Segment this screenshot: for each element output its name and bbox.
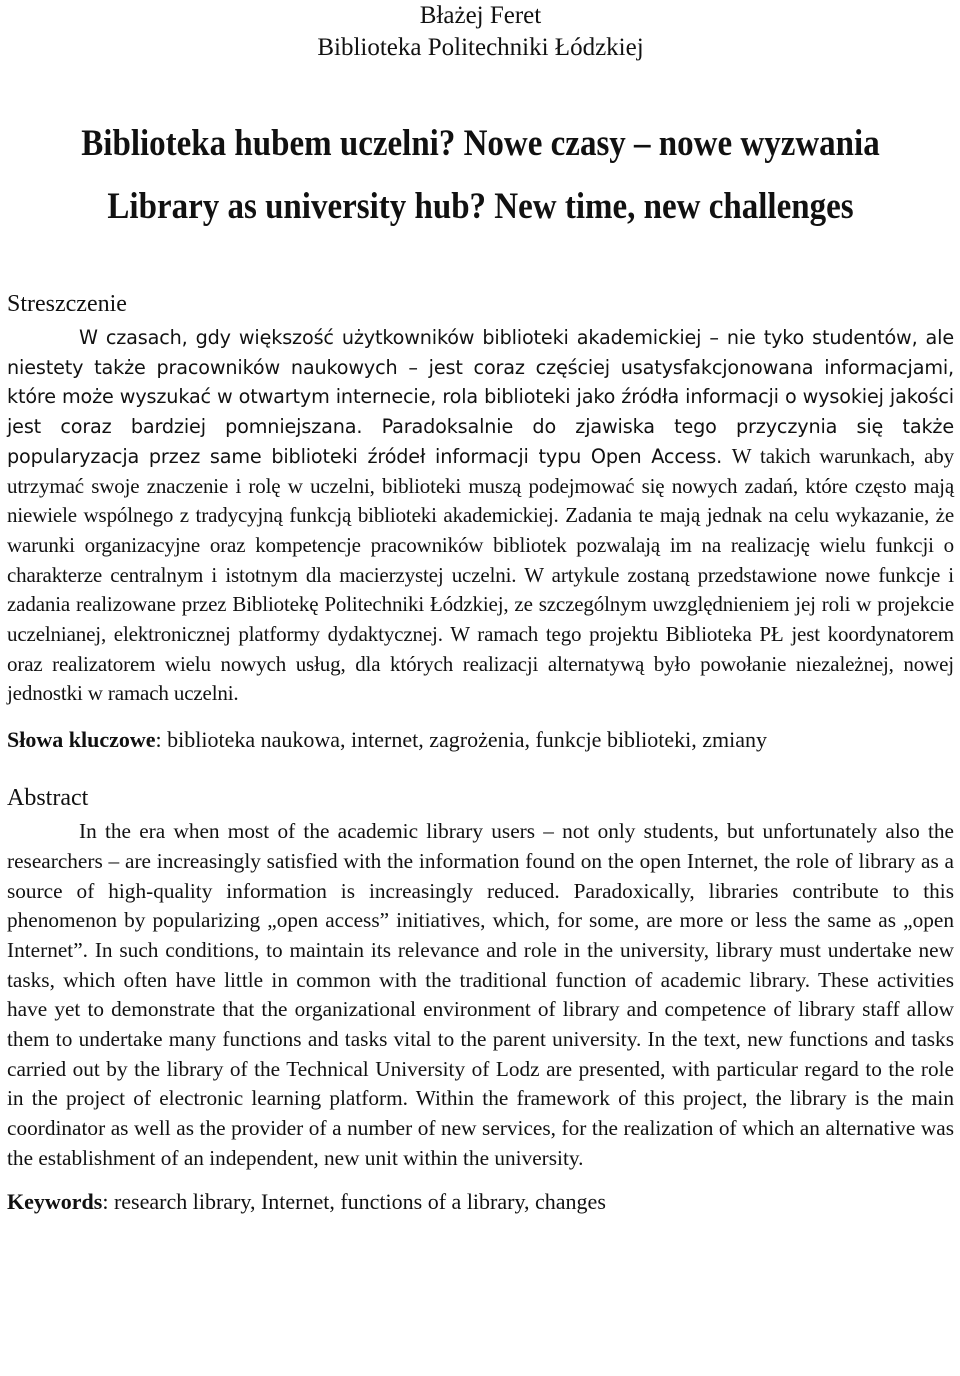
slowa-kluczowe-value: biblioteka naukowa, internet, zagrożenia, funkcje biblioteki, zmiany bbox=[167, 727, 768, 753]
abstract-heading: Abstract bbox=[7, 785, 89, 812]
slowa-kluczowe-separator: : bbox=[155, 727, 168, 753]
abstract-text: In the era when most of the academic library users – not only students, but unfortunately also the researchers – are increasingly satisfied with the information found on the open Internet, the role of library as a source of high-quality information is increasingly reduced. Paradoxically, libraries contribute to this phenomenon by popularizing „open access” initiatives, which, for some, are more or less the same as „open Internet”. In such conditions, to maintain its relevance and role in the university, library must undertake new tasks, which often have little in common with the traditional function of academic library. These activities have yet to demonstrate that the organizational environment of library and competence of library staff allow them to undertake many functions and tasks vital to the parent university. In the text, new functions and tasks carried out by the library of the Technical University of Lodz are presented, with particular regard to the role in the project of electronic learning platform. Within the framework of this project, the library is the main coordinator as well as the provider of a number of new services, for the realization of which an alternative was the establishment of an independent, new unit within the university. bbox=[7, 819, 954, 1170]
author-name: Błażej Feret bbox=[419, 2, 542, 29]
keywords-value: research library, Internet, functions of a library, changes bbox=[113, 1188, 606, 1214]
slowa-kluczowe bbox=[7, 725, 954, 755]
streszczenie-heading: Streszczenie bbox=[7, 291, 127, 317]
author-affiliation: Biblioteka Politechniki Łódzkiej bbox=[317, 34, 644, 61]
streszczenie-part-1: W czasach, gdy większość użytkowników biblioteki akademickiej – nie tyko studentów, ale niestety także pracowników naukowych – jest coraz częściej usatysfakcjonowana informacjami, które może wyszukać w otwartym internecie, rola biblioteki jako źródła informacji o wysokiej jakości jest coraz bardziej pomniejszana. bbox=[7, 326, 954, 439]
keywords-label: Keywords bbox=[7, 1188, 103, 1214]
streszczenie-text bbox=[7, 323, 954, 709]
keywords-separator: : bbox=[102, 1188, 114, 1214]
title-polish: Biblioteka hubem uczelni? Nowe czasy – nowe wyzwania bbox=[81, 123, 880, 165]
title-english: Library as university hub? New time, new challenges bbox=[107, 186, 854, 228]
slowa-kluczowe-label: Słowa kluczowe bbox=[7, 727, 156, 753]
keywords bbox=[7, 1187, 954, 1217]
streszczenie-part-3: W takich warunkach, aby utrzymać swoje znaczenie i rolę w uczelni, biblioteki muszą podejmować się nowych zadań, które często mają niewiele wspólnego z tradycyjną funkcją biblioteki akademickiej. Zadania te mają jednak na celu wykazanie, że warunki organizacyjne oraz kompetencje pracowników bibliotek pozwalają im na realizację wielu funkcji o charakterze centralnym i istotnym dla macierzystej uczelni. W artykule zostaną przedstawione nowe funkcje i zadania realizowane przez Bibliotekę Politechniki Łódzkiej, ze szczególnym uwzględnieniem jej roli w projekcie uczelnianej, elektronicznej platformy dydaktycznej. W ramach tego projektu Biblioteka PŁ jest koordynatorem oraz realizatorem wielu nowych usług, dla których realizacji alternatywą było powołanie niezależnej, nowej jednostki w ramach uczelni. bbox=[7, 443, 954, 706]
streszczenie-part-2: Paradoksalnie do zjawiska tego przyczynia się także popularyzacja przez same biblioteki źródeł informacji typu Open Access. bbox=[7, 415, 954, 468]
